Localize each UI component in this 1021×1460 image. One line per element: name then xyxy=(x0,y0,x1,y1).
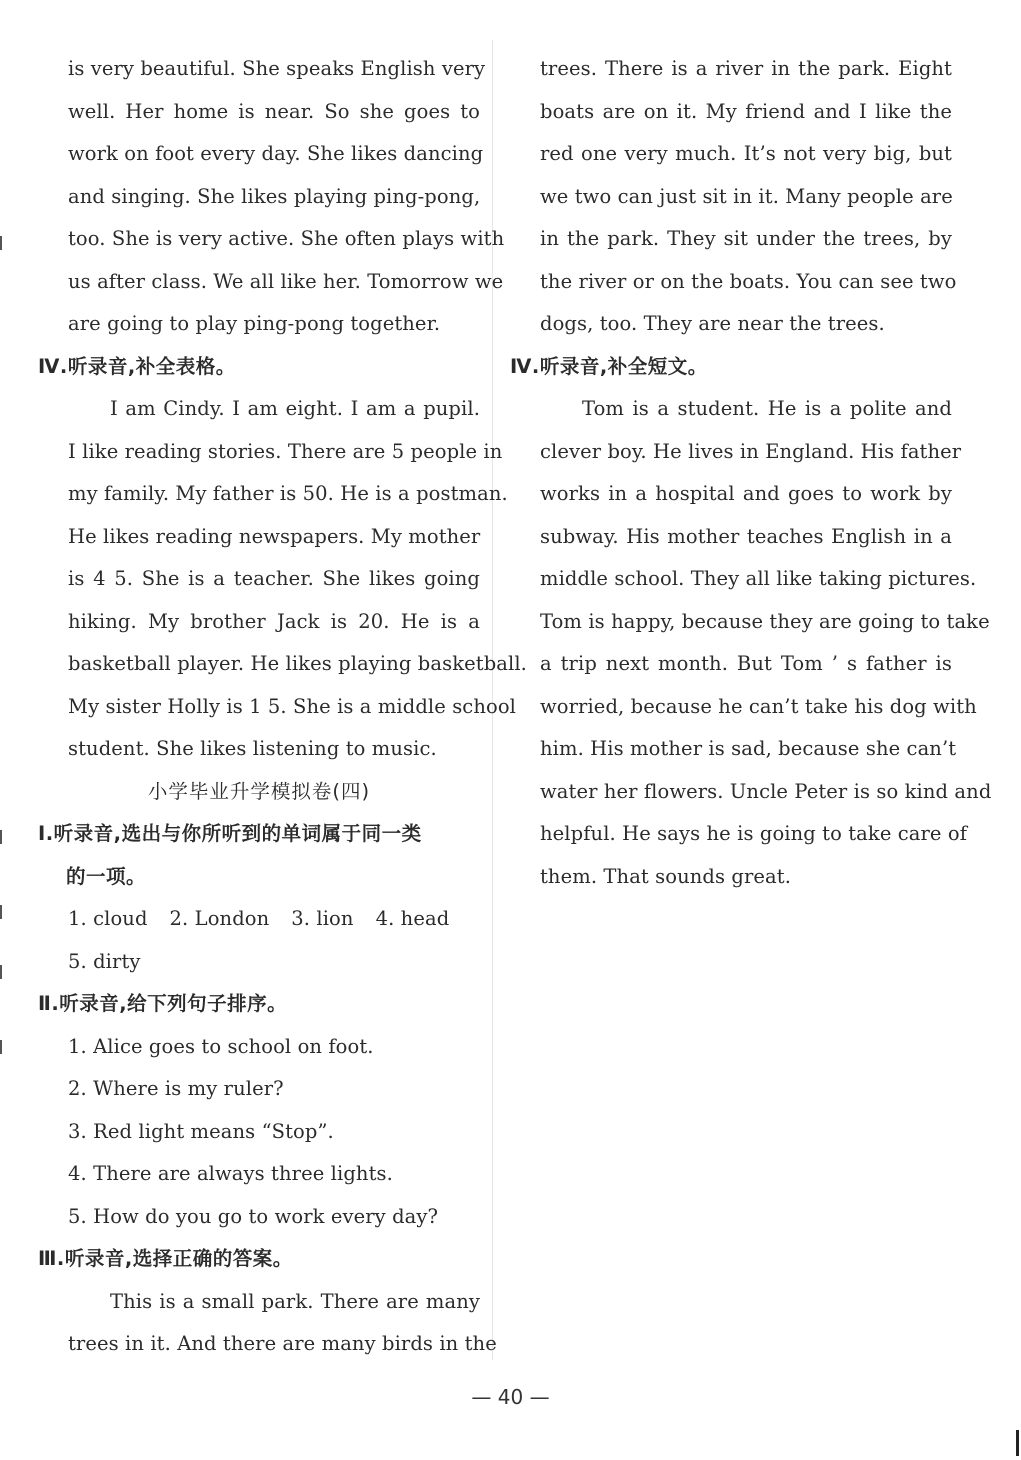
margin-tick xyxy=(0,1040,2,1054)
sentence-item: 3. Red light means “Stop”. xyxy=(68,1119,334,1143)
sentence-item: 5. How do you go to work every day? xyxy=(68,1204,439,1228)
text-line: well. Her home is near. So she goes to xyxy=(68,99,480,123)
text-line: My sister Holly is 1 5. She is a middle school xyxy=(68,694,517,718)
text-line: we two can just sit in it. Many people are xyxy=(540,184,953,208)
text-line: a trip next month. But Tom ’ s father is xyxy=(540,652,952,675)
text-line: water her flowers. Uncle Peter is so kind and xyxy=(540,779,992,803)
text-line: trees. There is a river in the park. Eight xyxy=(540,57,952,80)
word-item: 4. head xyxy=(375,907,450,930)
text-line: He likes reading newspapers. My mother xyxy=(68,524,481,548)
section-heading: Ⅱ.听录音,给下列句子排序。 xyxy=(38,992,288,1015)
edge-mark xyxy=(1016,1430,1019,1456)
margin-tick xyxy=(0,236,2,250)
text-line: in the park. They sit under the trees, by xyxy=(540,227,952,250)
word-list xyxy=(38,898,480,941)
section-heading: Ⅰ.听录音,选出与你所听到的单词属于同一类 xyxy=(38,822,422,845)
text-line: middle school. They all like taking pictures. xyxy=(540,567,977,590)
text-line: student. She likes listening to music. xyxy=(68,737,437,760)
text-line: This is a small park. There are many xyxy=(110,1289,480,1313)
text-line: work on foot every day. She likes dancing xyxy=(68,142,484,165)
section-heading: Ⅳ.听录音,补全短文。 xyxy=(510,354,708,378)
text-line: I am Cindy. I am eight. I am a pupil. xyxy=(110,397,480,420)
text-line: them. That sounds great. xyxy=(540,864,792,888)
text-line: hiking. My brother Jack is 20. He is a xyxy=(68,609,480,633)
section-heading: Ⅲ.听录音,选择正确的答案。 xyxy=(38,1247,293,1270)
text-line: Tom is a student. He is a polite and xyxy=(582,397,952,420)
sentence-item: 1. Alice goes to school on foot. xyxy=(68,1034,374,1058)
text-line: boats are on it. My friend and I like the xyxy=(540,99,952,123)
page-number: — 40 — xyxy=(471,1385,550,1409)
word-item: 1. cloud xyxy=(68,907,148,930)
passage-tom xyxy=(510,388,992,898)
section-heading-continued: 的一项。 xyxy=(66,864,147,888)
text-line: I like reading stories. There are 5 people in xyxy=(68,439,503,463)
right-column xyxy=(510,48,992,898)
sentence-item: 2. Where is my ruler? xyxy=(68,1077,284,1100)
text-line: Tom is happy, because they are going to take xyxy=(540,609,990,633)
text-line: too. She is very active. She often plays with xyxy=(68,227,505,250)
text-line: basketball player. He likes playing basketball. xyxy=(68,652,527,675)
margin-tick xyxy=(0,905,2,919)
text-line: trees in it. And there are many birds in the xyxy=(68,1332,497,1355)
passage-continued xyxy=(38,48,505,346)
text-line: is very beautiful. She speaks English very xyxy=(68,57,486,80)
text-line: my family. My father is 50. He is a postman. xyxy=(68,482,508,505)
binding-margin-marks xyxy=(0,0,4,1460)
text-line: the river or on the boats. You can see two xyxy=(540,269,957,293)
passage-park-continued xyxy=(510,48,957,346)
word-item: 5. dirty xyxy=(68,949,141,973)
text-line: helpful. He says he is going to take care of xyxy=(540,822,968,845)
text-line: us after class. We all like her. Tomorrow we xyxy=(68,269,504,293)
word-item: 3. lion xyxy=(291,907,354,930)
margin-tick xyxy=(0,965,2,979)
text-line: is 4 5. She is a teacher. She likes going xyxy=(68,567,480,590)
text-line: dogs, too. They are near the trees. xyxy=(540,312,885,335)
text-line: works in a hospital and goes to work by xyxy=(540,482,952,505)
passage-cindy xyxy=(38,388,527,771)
exam-title: 小学毕业升学模拟卷(四) xyxy=(147,779,371,803)
margin-tick xyxy=(0,830,2,844)
sentence-item: 4. There are always three lights. xyxy=(68,1162,393,1185)
text-line: red one very much. It’s not very big, but xyxy=(540,142,952,165)
word-item: 2. London xyxy=(169,907,270,930)
left-column xyxy=(38,48,527,1366)
text-line: worried, because he can’t take his dog with xyxy=(540,694,977,718)
section-heading: Ⅳ.听录音,补全表格。 xyxy=(38,354,236,378)
text-line: subway. His mother teaches English in a xyxy=(540,524,952,548)
text-line: clever boy. He lives in England. His father xyxy=(540,439,962,463)
passage-park xyxy=(38,1281,497,1366)
text-line: him. His mother is sad, because she can’t xyxy=(540,737,957,760)
text-line: and singing. She likes playing ping-pong, xyxy=(68,184,481,208)
text-line: are going to play ping-pong together. xyxy=(68,312,441,335)
